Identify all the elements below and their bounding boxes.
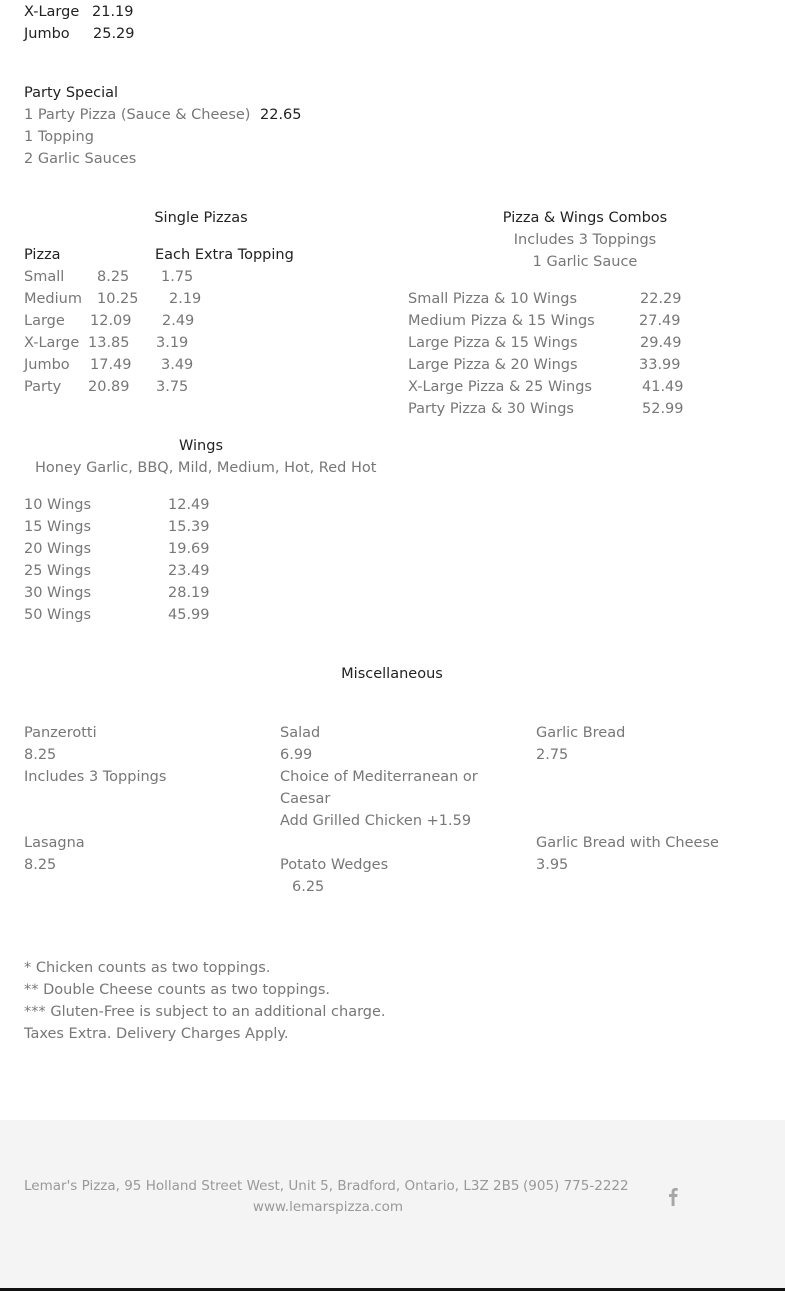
note-line: * Chicken counts as two toppings. bbox=[24, 960, 271, 976]
footer-address: Lemar's Pizza, 95 Holland Street West, Unit 5, Bradford, Ontario, L3Z 2B5 bbox=[24, 1178, 520, 1194]
pizza-price: 17.49 bbox=[90, 357, 132, 373]
combos-title: Pizza & Wings Combos bbox=[502, 210, 668, 226]
pizza-size: Party bbox=[24, 379, 62, 395]
wings-count: 10 Wings bbox=[24, 497, 92, 513]
combo-price: 52.99 bbox=[642, 401, 684, 417]
size-price: 25.29 bbox=[93, 26, 135, 42]
combo-name: Party Pizza & 30 Wings bbox=[408, 401, 574, 417]
topping-price: 3.49 bbox=[161, 357, 194, 373]
pizza-price: 13.85 bbox=[88, 335, 130, 351]
combos-subtitle: 1 Garlic Sauce bbox=[532, 254, 638, 270]
pizza-size: Small bbox=[24, 269, 65, 285]
pizza-size: Jumbo bbox=[24, 357, 70, 373]
pizza-size: Medium bbox=[24, 291, 82, 307]
topping-price: 2.19 bbox=[169, 291, 202, 307]
garlic-bread-cheese-name: Garlic Bread with Cheese bbox=[536, 835, 719, 851]
size-label: Jumbo bbox=[24, 26, 70, 42]
wings-count: 50 Wings bbox=[24, 607, 92, 623]
note-line: *** Gluten-Free is subject to an additional charge. bbox=[24, 1004, 386, 1020]
topping-price: 2.49 bbox=[162, 313, 195, 329]
salad-note: Caesar bbox=[280, 791, 331, 807]
note-line: Taxes Extra. Delivery Charges Apply. bbox=[24, 1026, 289, 1042]
combo-name: Large Pizza & 20 Wings bbox=[408, 357, 578, 373]
panzerotti-name: Panzerotti bbox=[24, 725, 97, 741]
panzerotti-note: Includes 3 Toppings bbox=[24, 769, 167, 785]
combo-price: 29.49 bbox=[640, 335, 682, 351]
wings-price: 12.49 bbox=[168, 497, 210, 513]
party-special-price: 22.65 bbox=[260, 107, 302, 123]
facebook-icon[interactable] bbox=[664, 1184, 682, 1208]
combo-name: Medium Pizza & 15 Wings bbox=[408, 313, 595, 329]
salad-price: 6.99 bbox=[280, 747, 313, 763]
party-special-line: 2 Garlic Sauces bbox=[24, 151, 137, 167]
size-label: X-Large bbox=[24, 4, 80, 20]
garlic-bread-price: 2.75 bbox=[536, 747, 569, 763]
combo-price: 22.29 bbox=[640, 291, 682, 307]
pizza-price: 20.89 bbox=[88, 379, 130, 395]
size-price: 21.19 bbox=[92, 4, 134, 20]
combo-name: X-Large Pizza & 25 Wings bbox=[408, 379, 592, 395]
topping-column-header: Each Extra Topping bbox=[155, 247, 294, 263]
party-special-title: Party Special bbox=[24, 85, 119, 101]
combo-price: 41.49 bbox=[642, 379, 684, 395]
wings-price: 45.99 bbox=[168, 607, 210, 623]
wings-price: 15.39 bbox=[168, 519, 210, 535]
wings-count: 25 Wings bbox=[24, 563, 92, 579]
wings-price: 23.49 bbox=[168, 563, 210, 579]
party-special-line: 1 Topping bbox=[24, 129, 94, 145]
salad-note: Choice of Mediterranean or bbox=[280, 769, 478, 785]
combo-price: 27.49 bbox=[639, 313, 681, 329]
salad-note: Add Grilled Chicken +1.59 bbox=[280, 813, 472, 829]
topping-price: 1.75 bbox=[161, 269, 194, 285]
wings-title: Wings bbox=[179, 438, 223, 454]
pizza-price: 12.09 bbox=[90, 313, 132, 329]
panzerotti-price: 8.25 bbox=[24, 747, 57, 763]
garlic-bread-cheese-price: 3.95 bbox=[536, 857, 569, 873]
wings-count: 15 Wings bbox=[24, 519, 92, 535]
wings-flavors: Honey Garlic, BBQ, Mild, Medium, Hot, Red Hot bbox=[35, 460, 377, 476]
topping-price: 3.75 bbox=[156, 379, 189, 395]
lasagna-name: Lasagna bbox=[24, 835, 85, 851]
pizza-size: Large bbox=[24, 313, 65, 329]
pizza-price: 10.25 bbox=[97, 291, 139, 307]
combo-name: Large Pizza & 15 Wings bbox=[408, 335, 578, 351]
potato-wedges-name: Potato Wedges bbox=[280, 857, 389, 873]
pizza-column-header: Pizza bbox=[24, 247, 61, 263]
note-line: ** Double Cheese counts as two toppings. bbox=[24, 982, 331, 998]
footer-phone[interactable]: (905) 775-2222 bbox=[523, 1178, 629, 1194]
topping-price: 3.19 bbox=[156, 335, 189, 351]
wings-count: 20 Wings bbox=[24, 541, 92, 557]
misc-title: Miscellaneous bbox=[341, 666, 443, 682]
party-special-item: 1 Party Pizza (Sauce & Cheese) bbox=[24, 107, 251, 123]
pizza-price: 8.25 bbox=[97, 269, 130, 285]
single-pizzas-title: Single Pizzas bbox=[154, 210, 248, 226]
wings-price: 28.19 bbox=[168, 585, 210, 601]
pizza-size: X-Large bbox=[24, 335, 80, 351]
wings-count: 30 Wings bbox=[24, 585, 92, 601]
garlic-bread-name: Garlic Bread bbox=[536, 725, 626, 741]
combo-price: 33.99 bbox=[639, 357, 681, 373]
lasagna-price: 8.25 bbox=[24, 857, 57, 873]
salad-name: Salad bbox=[280, 725, 321, 741]
potato-wedges-price: 6.25 bbox=[292, 879, 325, 895]
combo-name: Small Pizza & 10 Wings bbox=[408, 291, 578, 307]
footer-website-link[interactable]: www.lemarspizza.com bbox=[252, 1199, 404, 1215]
combos-subtitle: Includes 3 Toppings bbox=[513, 232, 657, 248]
wings-price: 19.69 bbox=[168, 541, 210, 557]
